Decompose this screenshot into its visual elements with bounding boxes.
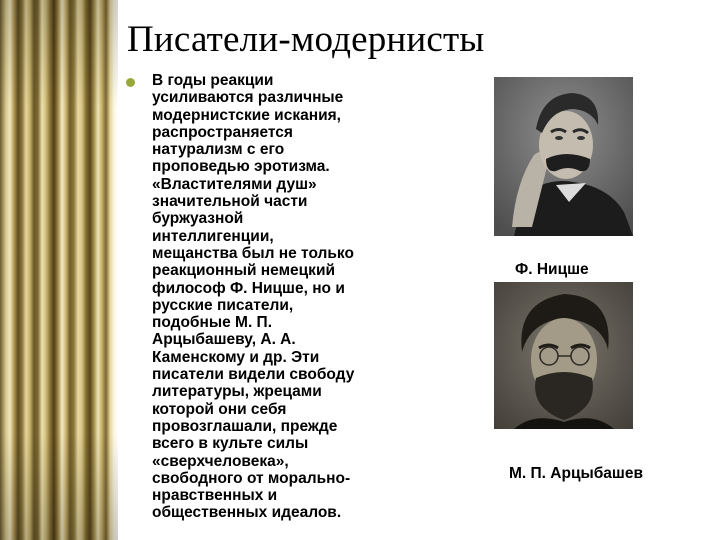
portrait-caption-nietzsche: Ф. Ницше (515, 261, 589, 278)
portrait-caption-artsybashev: М. П. Арцыбашев (509, 465, 643, 482)
bullet-icon (126, 78, 135, 87)
portrait-nietzsche (494, 77, 633, 236)
portrait-artsybashev (494, 282, 633, 429)
decorative-curtain-border (0, 0, 118, 540)
body-text: В годы реакции усиливаются различные модернистские искания, распространяется натурализм с его проповедью эротизма. «Властителями душ» значительной части буржуазной интеллигенции, мещанства был не только реакционный немецкий философ Ф. Ницше, но и русские писатели, подобные М. П. Арцыбашеву, А. А. Каменскому и др. Эти писатели видели свободу литературы, жрецами которой они себя провозглашали, прежде всего в культе силы «сверхчеловека», свободного от морально- нравственных и общественных идеалов. (152, 72, 355, 522)
slide-title: Писатели-модернисты (127, 19, 485, 60)
